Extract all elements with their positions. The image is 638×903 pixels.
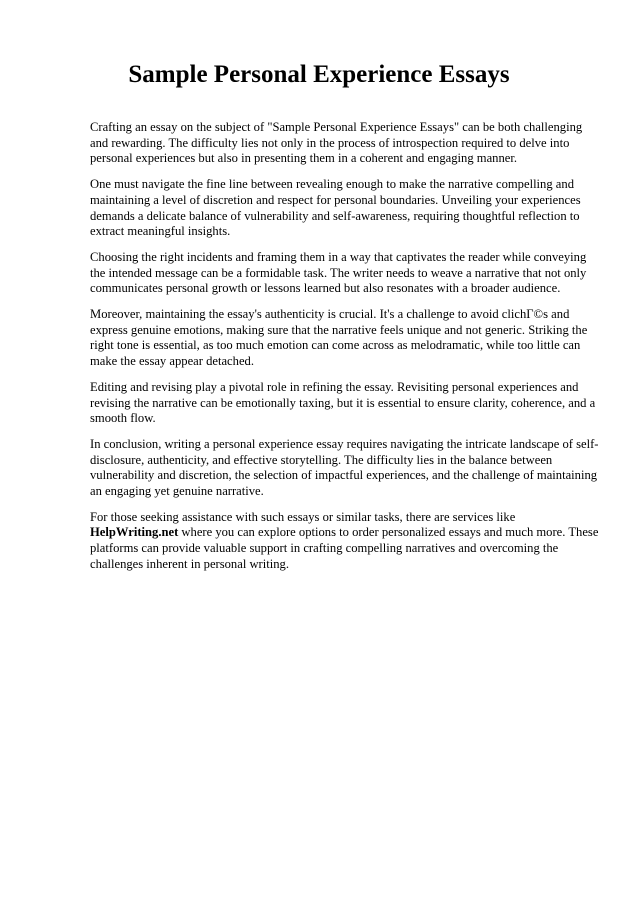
paragraph-authenticity: Moreover, maintaining the essay's authenticity is crucial. It's a challenge to avoid clichГ©s and express genuine emotions, making sure that the narrative feels unique and not generic. Striking the right tone is essential, as too much emotion can come across as melodramatic, while too little can make the essay appear detached. <box>90 307 588 369</box>
paragraph-intro: Crafting an essay on the subject of "Sample Personal Experience Essays" can be both challenging and rewarding. The difficulty lies not only in the process of introspection required to delve into personal experiences but also in presenting them in a coherent and engaging manner. <box>90 120 583 166</box>
closing-text-after: where you can explore options to order personalized essays and much more. These platforms can provide valuable support in crafting compelling narratives and overcoming the challenges inherent in personal writing. <box>90 525 599 571</box>
brand-name: HelpWriting.net <box>90 525 179 540</box>
document-body <box>90 120 600 583</box>
paragraph-editing: Editing and revising play a pivotal role in refining the essay. Revisiting personal experiences and revising the narrative can be emotionally taxing, but it is essential to ensure clarity, coherence, and a smooth flow. <box>90 379 596 426</box>
paragraph-conclusion: In conclusion, writing a personal experience essay requires navigating the intricate landscape of self-disclosure, authenticity, and effective storytelling. The difficulty lies in the balance between vulnerability and discretion, the selection of impactful experiences, and the challenge of maintaining an engaging yet genuine narrative. <box>90 436 599 499</box>
paragraph-incidents: Choosing the right incidents and framing them in a way that captivates the reader while conveying the intended message can be a formidable task. The writer needs to weave a narrative that not only communicates personal growth or lessons learned but also resonates with a broader audience. <box>90 249 587 296</box>
closing-text-before: For those seeking assistance with such essays or similar tasks, there are services like <box>90 509 516 524</box>
paragraph-closing <box>90 510 600 573</box>
paragraph-boundaries: One must navigate the fine line between revealing enough to make the narrative compelling and maintaining a level of discretion and respect for personal boundaries. Unveiling your experiences demands a delicate balance of vulnerability and self-awareness, requiring thoughtful reflection to extract meaningful insights. <box>90 177 581 239</box>
document-title: Sample Personal Experience Essays <box>128 61 510 88</box>
